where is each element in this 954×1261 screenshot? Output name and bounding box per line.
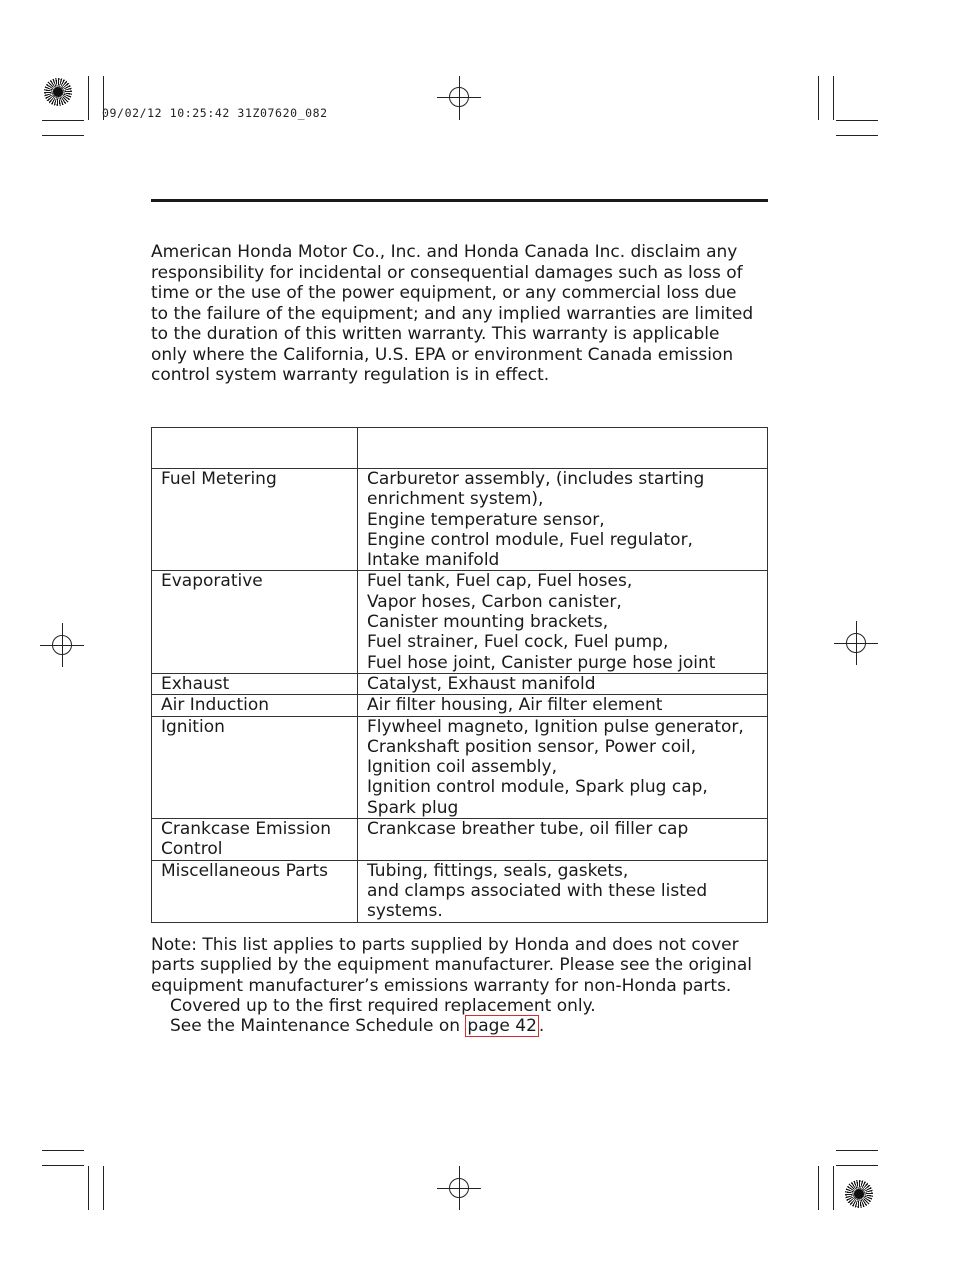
parts-line: Fuel hose joint, Canister purge hose joint bbox=[367, 652, 716, 673]
parts-line: Engine control module, Fuel regulator, bbox=[367, 529, 693, 550]
parts-line: enrichment system), bbox=[367, 489, 544, 510]
system-name: Miscellaneous Parts bbox=[161, 860, 329, 881]
table-row bbox=[152, 716, 768, 818]
system-cell bbox=[152, 673, 358, 694]
parts-cell bbox=[358, 819, 768, 861]
parts-line: Crankcase breather tube, oil filler cap bbox=[367, 819, 689, 840]
table-row bbox=[152, 819, 768, 861]
system-cell bbox=[152, 819, 358, 861]
print-stamp: 09/02/12 10:25:42 31Z07620_082 bbox=[102, 106, 328, 120]
note-line: Note: This list applies to parts supplied by Honda and does not cover bbox=[151, 935, 739, 955]
parts-line: Intake manifold bbox=[367, 550, 500, 571]
table-header-row bbox=[152, 428, 768, 469]
paragraph-line: control system warranty regulation is in effect. bbox=[151, 365, 550, 385]
parts-cell bbox=[358, 571, 768, 673]
parts-line: systems. bbox=[367, 901, 443, 922]
schedule-footnote bbox=[151, 1016, 781, 1036]
parts-line: Ignition control module, Spark plug cap, bbox=[367, 777, 708, 798]
parts-line: Air filter housing, Air filter element bbox=[367, 695, 663, 716]
parts-cell bbox=[358, 860, 768, 922]
parts-line: Vapor hoses, Carbon canister, bbox=[367, 591, 622, 612]
header-rule bbox=[151, 199, 768, 202]
emission-parts-table bbox=[151, 427, 768, 923]
parts-line: Engine temperature sensor, bbox=[367, 509, 605, 530]
system-name: Exhaust bbox=[161, 673, 230, 694]
parts-line: Flywheel magneto, Ignition pulse generator, bbox=[367, 716, 744, 737]
note-line: parts supplied by the equipment manufacturer. Please see the original bbox=[151, 955, 753, 976]
schedule-suffix: . bbox=[538, 1016, 545, 1037]
paragraph-line: to the failure of the equipment; and any implied warranties are limited bbox=[151, 303, 754, 324]
paragraph-line: time or the use of the power equipment, or any commercial loss due bbox=[151, 283, 737, 303]
parts-line: Canister mounting brackets, bbox=[367, 612, 609, 633]
parts-line: Catalyst, Exhaust manifold bbox=[367, 673, 596, 694]
system-cell bbox=[152, 695, 358, 716]
paragraph-line: American Honda Motor Co., Inc. and Honda Canada Inc. disclaim any bbox=[151, 242, 738, 262]
paragraph-line: to the duration of this written warranty. This warranty is applicable bbox=[151, 324, 720, 344]
system-name: Control bbox=[161, 839, 223, 860]
note-section bbox=[151, 935, 781, 1036]
registration-mark-icon bbox=[845, 1180, 873, 1208]
parts-line: Fuel tank, Fuel cap, Fuel hoses, bbox=[367, 571, 633, 592]
parts-line: Ignition coil assembly, bbox=[367, 757, 557, 778]
parts-cell bbox=[358, 673, 768, 694]
schedule-prefix: See the Maintenance Schedule on bbox=[170, 1016, 466, 1037]
paragraph-line: only where the California, U.S. EPA or environment Canada emission bbox=[151, 344, 734, 365]
system-name: Air Induction bbox=[161, 695, 270, 716]
note-line: equipment manufacturer’s emissions warranty for non-Honda parts. bbox=[151, 975, 732, 996]
system-cell bbox=[152, 860, 358, 922]
covered-footnote: Covered up to the first required replacement only. bbox=[170, 995, 596, 1016]
system-name: Fuel Metering bbox=[161, 469, 277, 489]
disclaimer-paragraph bbox=[151, 242, 771, 386]
parts-cell bbox=[358, 469, 768, 571]
parts-cell bbox=[358, 716, 768, 818]
table-row bbox=[152, 571, 768, 673]
parts-line: Spark plug bbox=[367, 797, 459, 818]
table-row bbox=[152, 469, 768, 571]
table-header-cell bbox=[152, 428, 358, 469]
registration-mark-icon bbox=[44, 78, 72, 106]
parts-line: Carburetor assembly, (includes starting bbox=[367, 469, 705, 489]
page-42-link[interactable]: page 42 bbox=[467, 1016, 537, 1037]
system-cell bbox=[152, 469, 358, 571]
parts-line: Tubing, fittings, seals, gaskets, bbox=[367, 860, 629, 881]
table-row bbox=[152, 860, 768, 922]
parts-line: and clamps associated with these listed bbox=[367, 880, 708, 901]
system-cell bbox=[152, 571, 358, 673]
parts-line: Fuel strainer, Fuel cock, Fuel pump, bbox=[367, 632, 669, 653]
system-cell bbox=[152, 716, 358, 818]
parts-cell bbox=[358, 695, 768, 716]
system-name: Evaporative bbox=[161, 571, 263, 592]
table-row bbox=[152, 695, 768, 716]
table-row bbox=[152, 673, 768, 694]
table-header-cell bbox=[358, 428, 768, 469]
system-name: Crankcase Emission bbox=[161, 819, 332, 840]
paragraph-line: responsibility for incidental or consequential damages such as loss of bbox=[151, 262, 743, 283]
parts-line: Crankshaft position sensor, Power coil, bbox=[367, 736, 696, 757]
system-name: Ignition bbox=[161, 716, 225, 737]
